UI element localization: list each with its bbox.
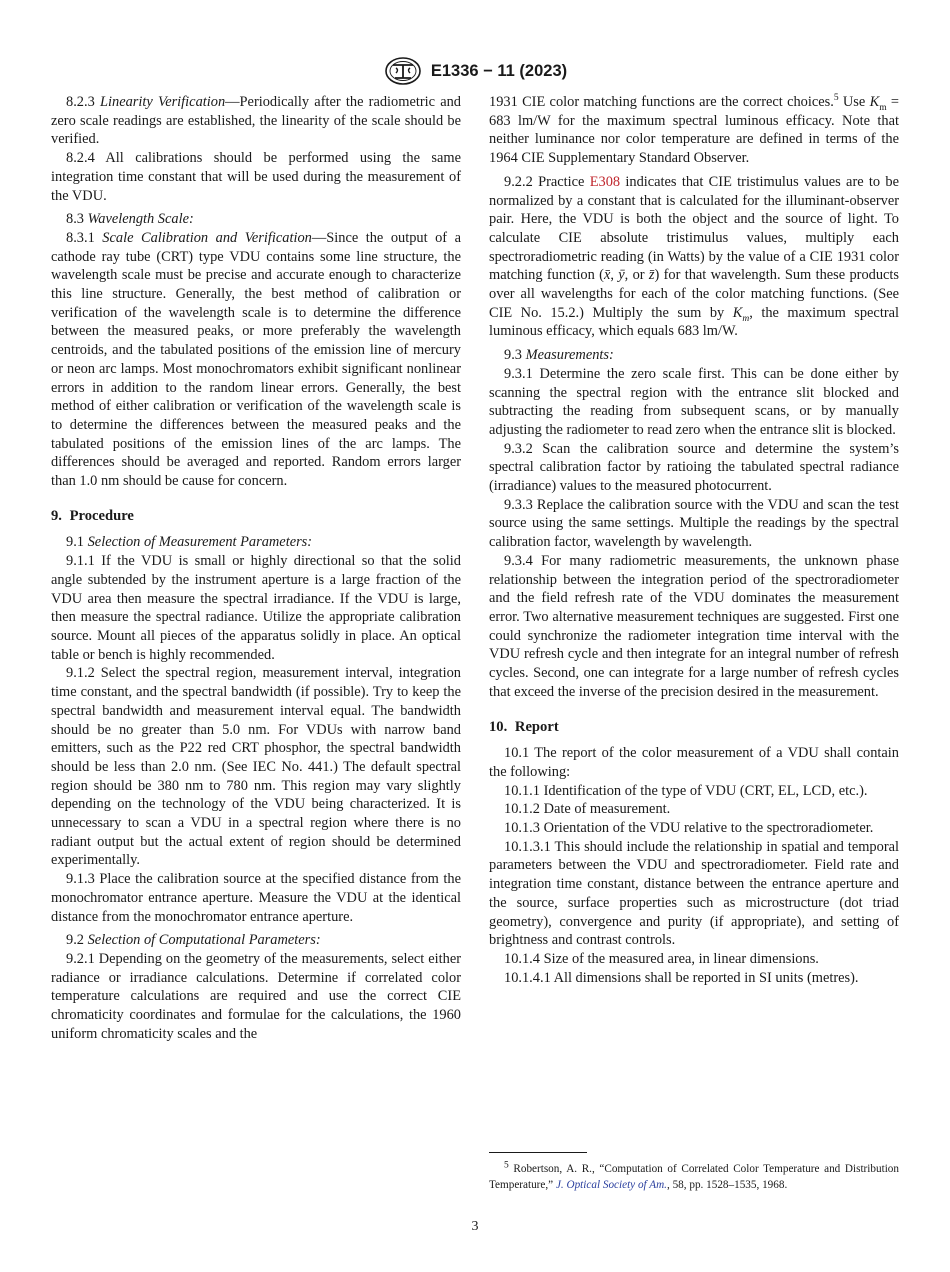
left-column — [51, 93, 461, 1043]
section-9-3: 9.3 Measurements: — [504, 347, 614, 364]
section-8-3-1: 8.3.1 Scale Calibration and Verification—Since the output of a cathode ray tube (CRT) type VDU contains some line structure, the wavelength scale must be precise and accurate enough to characterize this line structure. Generally, the best method of calibration or verification of the wavelength scale is to determine the difference between the measured peaks, or more preferably the wavelength centroids, and the tabulated positions of the emission line of mercury or neon arc lamps. Most monochromators exhibit significant nonlinear errors in addition to the random linear errors. Generally, the best method of either calibration or verification of the wavelength scale is to determine the differences between the measured peaks and the tabulated positions of the emission lines of the arc lamps. The differences should be averaged and reported. Random errors larger than 1.0 nm should be cause for concern. — [51, 229, 461, 490]
section-9-1-3: 9.1.3 Place the calibration source at the specified distance from the monochromator entrance aperture. Measure the VDU at the identical distance from the monochromator entrance aperture. — [51, 871, 461, 925]
section-9-3-2: 9.3.2 Scan the calibration source and determine the system’s spectral calibration factor by ratioing the tabulated spectral radiance (irradiance) values to the measured photocurrent. — [489, 440, 899, 495]
section-9-3-4: 9.3.4 For many radiometric measurements, the unknown phase relationship between the integration period of the spectroradiometer and the field refresh rate of the VDU dominates the measurement error. Two alternative measurement techniques are suggested. First one could synchronize the radiometer integration time interval with the VDU refresh cycle and then integrate for an integral number of refresh cycles. Second, one can integrate for a large number of refresh cycles that exceed the inverse of the precision desired in the measurement. — [489, 552, 899, 700]
heading-procedure: 9. Procedure — [51, 507, 134, 524]
journal-link[interactable]: J. Optical Society of Am. — [555, 1178, 667, 1191]
section-9-3-3: 9.3.3 Replace the calibration source with the VDU and scan the test source using the same settings. Multiple the readings by the spectral calibration factor, wavelength by wavelength. — [489, 496, 899, 551]
section-10-1-4-1: 10.1.4.1 All dimensions shall be reported in SI units (metres). — [504, 969, 859, 986]
page-number: 3 — [471, 1219, 479, 1234]
section-9-1-1: 9.1.1 If the VDU is small or highly directional so that the solid angle subtended by the instrument aperture is a large fraction of the VDU area then measure the spectral irradiance. If the VDU is large, then measure the spectral radiance. Utilize the appropriate calibration source. Mount all pieces of the apparatus solidly in place. An optical table or bench is highly recommended. — [51, 553, 461, 663]
section-9-2-2: 9.2.2 Practice E308 indicates that CIE tristimulus values are to be normalized by a constant that is calculated for the illuminant-observer pair. Here, the VDU is both the object and the source of light. To calculate CIE absolute tristimulus values, multiply each spectroradiometric reading (in Watts) by the value of a CIE 1931 color matching function (x̄, ȳ, or z̄) for that wavelength. Sum these products over all wavelengths for each of the color matching functions. (See CIE No. 15.2.) Multiply the sum by $K_m$, the maximum spectral luminous efficacy, which equals 683 lm/W. — [489, 173, 900, 340]
footnote: $^5$ Robertson, A. R., “Computation of Correlated Color Temperature and Distribution Temperature,” J. Optical Society of Am., 58, pp. 1528–1535, 1968. — [489, 1160, 899, 1191]
section-8-2-4: 8.2.4 All calibrations should be performed using the same integration time constant that will be used during the measurement of the VDU. — [51, 150, 461, 204]
footnote-marker[interactable]: 5 — [833, 93, 839, 104]
e308-link[interactable]: E308 — [589, 173, 621, 190]
section-10-1: 10.1 The report of the color measurement of a VDU shall contain the following: — [489, 745, 899, 780]
section-9-2-1: 9.2.1 Depending on the geometry of the measurements, select either radiance or irradiance calculations. Determine if correlated color temperature calculations are required and use the correct CIE chromaticity coordinates and formulae for the calculations, the 1960 uniform chromaticity scales and the — [51, 950, 461, 1042]
footnote-divider — [489, 1152, 587, 1153]
section-9-3-1: 9.3.1 Determine the zero scale first. This can be done either by scanning the spectral region with the entrance slit blocked and subtracting the reading from subsequent scans, or by manually adjusting the radiometer to read zero when the entrance slit is blocked. — [489, 365, 899, 438]
section-10-1-2: 10.1.2 Date of measurement. — [504, 801, 671, 818]
section-9-2: 9.2 Selection of Computational Parameters: — [66, 932, 321, 949]
astm-logo — [383, 56, 423, 86]
document-id: E1336 − 11 (2023) — [430, 61, 568, 80]
right-column — [489, 93, 899, 987]
section-10-1-3-1: 10.1.3.1 This should include the relationship in spatial and temporal parameters between the VDU and spectroradiometer. Field rate and integration time constant, distance between the entrance aperture and the source, surface properties such as microstructure (dot triad geometry), convergence and purity (if appropriate), and setting of brightness and contrast controls. — [489, 838, 899, 949]
page-header — [0, 56, 950, 86]
section-9-1: 9.1 Selection of Measurement Parameters: — [66, 534, 313, 551]
heading-report: 10. Report — [489, 718, 559, 735]
section-9-2-1-continued: 1931 CIE color matching functions are the correct choices.$^5$ Use $K_m = 683$ lm/W for the maximum spectral luminous efficacy. Note that neither luminance nor color temperature are defined in terms of the 1964 CIE Supplementary Standard Observer. — [489, 93, 899, 167]
section-10-1-1: 10.1.1 Identification of the type of VDU (CRT, EL, LCD, etc.). — [504, 782, 868, 799]
section-8-3: 8.3 Wavelength Scale: — [66, 211, 194, 228]
section-8-2-3: 8.2.3 Linearity Verification—Periodically after the radiometric and zero scale readings are established, the linearity of the scale should be verified. — [51, 94, 462, 148]
section-10-1-4: 10.1.4 Size of the measured area, in linear dimensions. — [504, 950, 819, 967]
section-9-1-2: 9.1.2 Select the spectral region, measurement interval, integration time constant, and the spectral bandwidth (if possible). Try to keep the spectral bandwidth and measurement interval equal. The bandwidth should be no greater than 5.0 nm. For VDUs with narrow band emitters, such as the P22 red CRT phosphor, the spectral bandwidth should be less than 2.0 nm. (See IEC No. 441.) The default spectral region should be 380 nm to 780 nm. This region may vary slightly depending on the technology of the VDU being characterized. It is unnecessary to scan a VDU in a spectral region where there is no radiant output but the actual extent of region should be determined experimentally. — [51, 665, 461, 869]
section-10-1-3: 10.1.3 Orientation of the VDU relative to the spectroradiometer. — [504, 820, 874, 837]
